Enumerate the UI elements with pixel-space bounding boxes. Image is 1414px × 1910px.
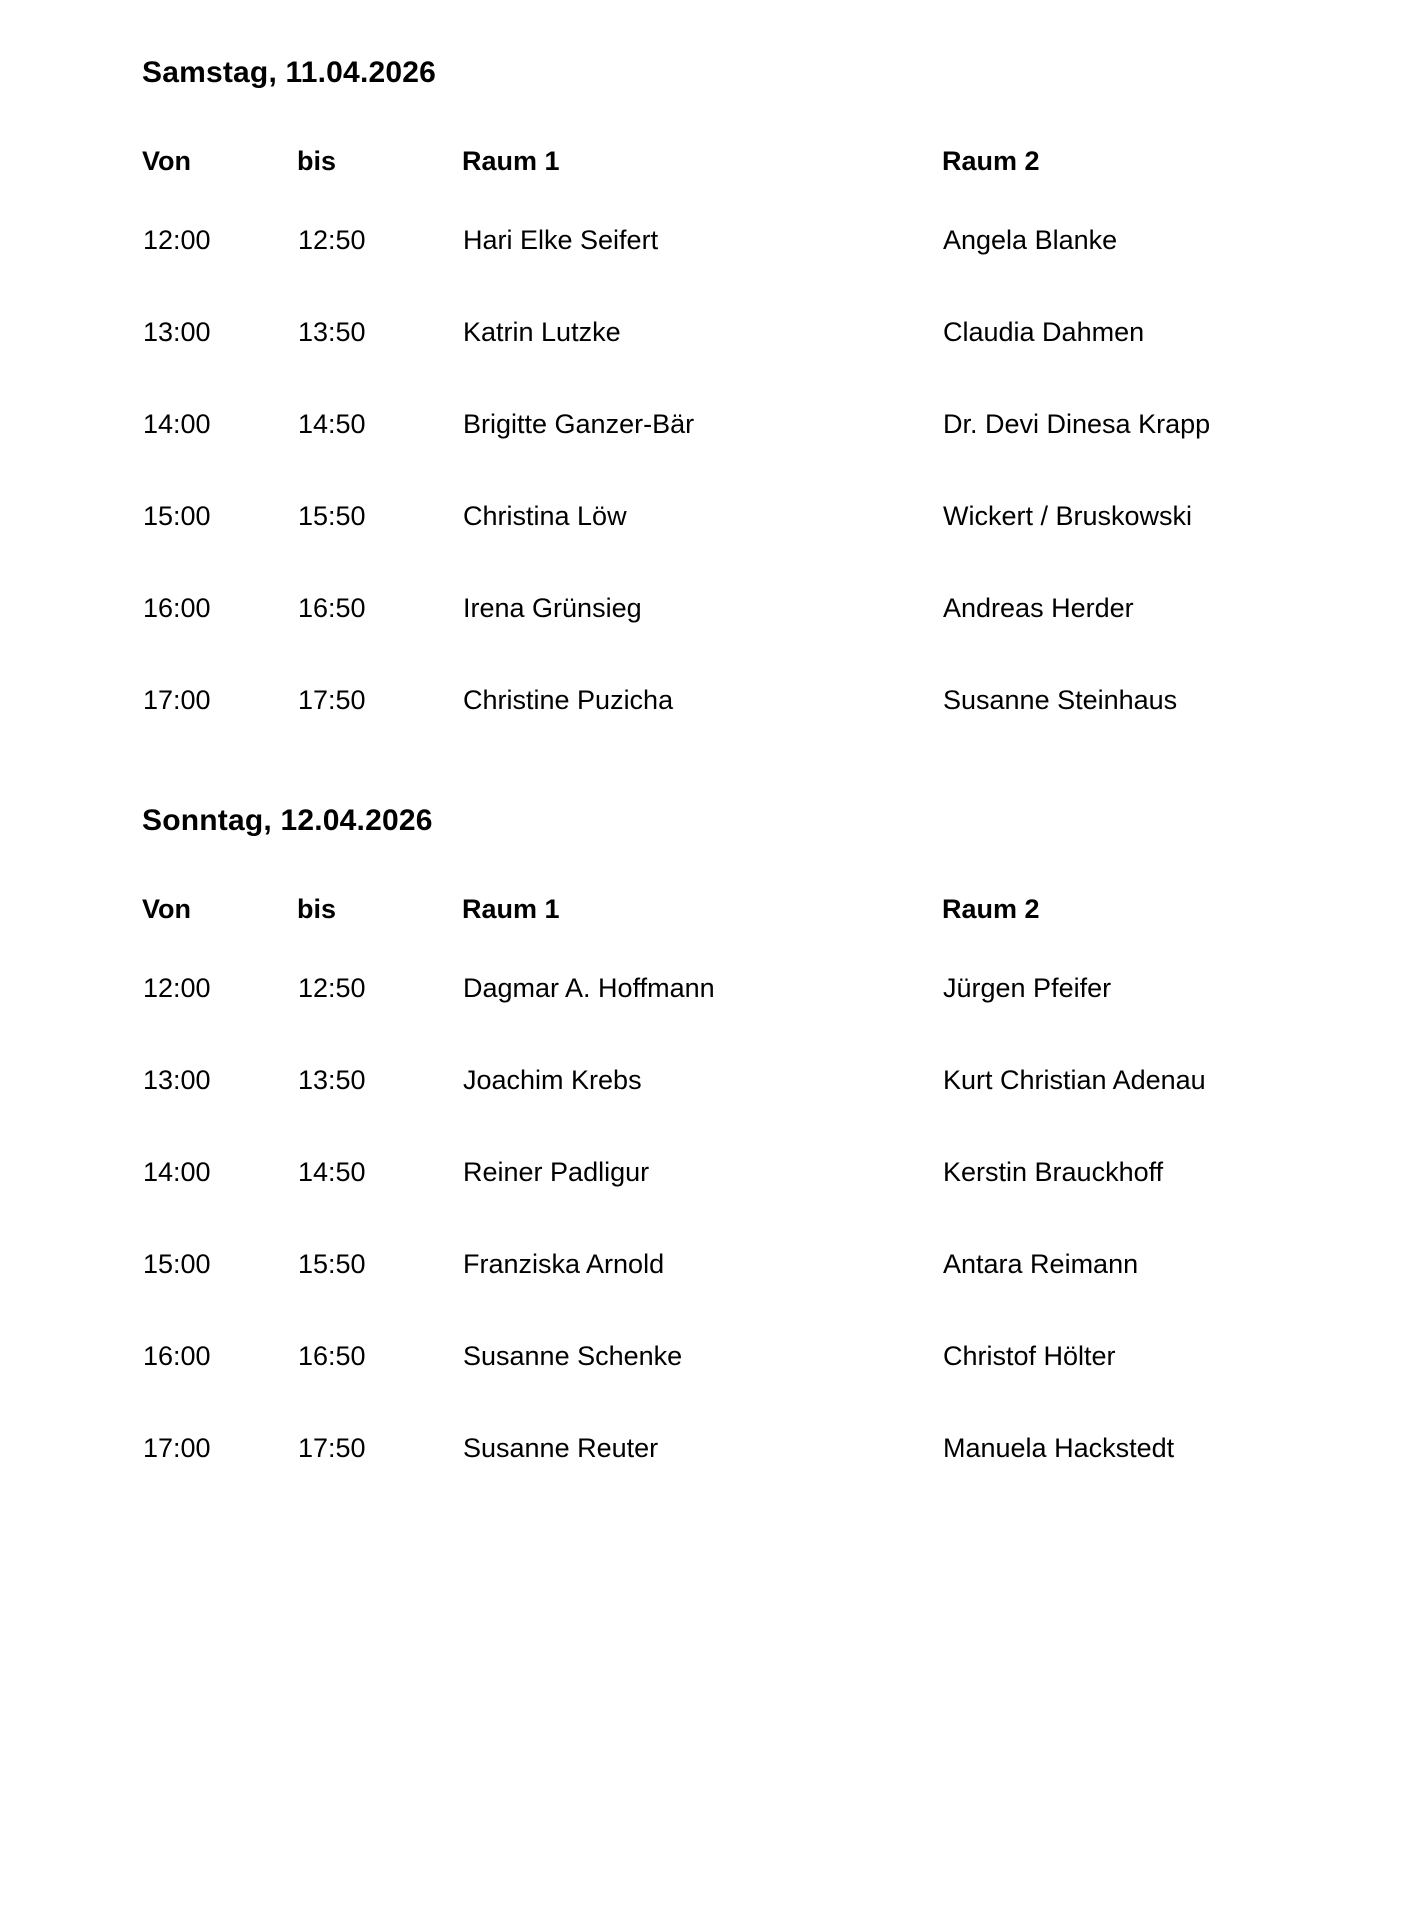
cell-bis: 13:50	[298, 1064, 366, 1095]
schedule-section-sunday	[0, 792, 1414, 1494]
table-row	[142, 378, 1402, 470]
cell-raum2: Christof Hölter	[943, 1340, 1116, 1371]
cell-raum2: Kerstin Brauckhoff	[943, 1156, 1164, 1187]
cell-von: 17:00	[143, 1432, 211, 1463]
table-row	[142, 1218, 1402, 1310]
cell-bis: 14:50	[298, 1156, 366, 1187]
table-row	[142, 1034, 1402, 1126]
cell-bis: 17:50	[298, 684, 366, 715]
table-row	[142, 1402, 1402, 1494]
cell-raum1: Brigitte Ganzer-Bär	[463, 408, 695, 439]
cell-raum1: Christina Löw	[463, 500, 627, 531]
cell-bis: 16:50	[298, 1340, 366, 1371]
cell-raum1: Irena Grünsieg	[463, 592, 642, 623]
day-title-saturday: Samstag, 11.04.2026	[142, 56, 437, 89]
column-header-raum2: Raum 2	[942, 145, 1040, 176]
cell-raum2: Kurt Christian Adenau	[943, 1064, 1206, 1095]
cell-raum2: Dr. Devi Dinesa Krapp	[943, 408, 1211, 439]
cell-raum2: Jürgen Pfeifer	[943, 972, 1112, 1003]
cell-von: 16:00	[143, 592, 211, 623]
table-row	[142, 1126, 1402, 1218]
cell-von: 14:00	[143, 408, 211, 439]
column-header-bis: bis	[297, 145, 337, 176]
table-row	[142, 1310, 1402, 1402]
cell-raum1: Dagmar A. Hoffmann	[463, 972, 715, 1003]
cell-raum1: Katrin Lutzke	[463, 316, 621, 347]
table-row	[142, 470, 1402, 562]
table-row	[142, 942, 1402, 1034]
cell-raum1: Reiner Padligur	[463, 1156, 650, 1187]
cell-raum2: Wickert / Bruskowski	[943, 500, 1193, 531]
day-title-sunday: Sonntag, 12.04.2026	[142, 804, 433, 837]
column-header-von: Von	[142, 893, 191, 924]
schedule-table-sunday	[142, 876, 1402, 1494]
cell-von: 15:00	[143, 500, 211, 531]
cell-raum2: Andreas Herder	[943, 592, 1134, 623]
cell-von: 15:00	[143, 1248, 211, 1279]
cell-von: 12:00	[143, 224, 211, 255]
cell-bis: 16:50	[298, 592, 366, 623]
cell-bis: 15:50	[298, 500, 366, 531]
cell-raum2: Susanne Steinhaus	[943, 684, 1178, 715]
table-row	[142, 286, 1402, 378]
schedule-table-saturday	[142, 128, 1402, 746]
schedule-section-saturday	[0, 44, 1414, 746]
cell-bis: 15:50	[298, 1248, 366, 1279]
cell-raum1: Joachim Krebs	[463, 1064, 642, 1095]
cell-raum1: Christine Puzicha	[463, 684, 674, 715]
cell-raum2: Antara Reimann	[943, 1248, 1139, 1279]
cell-von: 13:00	[143, 1064, 211, 1095]
table-row	[142, 562, 1402, 654]
cell-von: 16:00	[143, 1340, 211, 1371]
cell-raum2: Manuela Hackstedt	[943, 1432, 1175, 1463]
cell-raum1: Hari Elke Seifert	[463, 224, 659, 255]
cell-bis: 17:50	[298, 1432, 366, 1463]
column-header-raum2: Raum 2	[942, 893, 1040, 924]
cell-raum2: Claudia Dahmen	[943, 316, 1145, 347]
table-header-row	[142, 128, 1402, 194]
cell-von: 13:00	[143, 316, 211, 347]
cell-bis: 14:50	[298, 408, 366, 439]
cell-von: 12:00	[143, 972, 211, 1003]
cell-von: 14:00	[143, 1156, 211, 1187]
table-header-row	[142, 876, 1402, 942]
cell-bis: 12:50	[298, 224, 366, 255]
column-header-bis: bis	[297, 893, 337, 924]
column-header-raum1: Raum 1	[462, 893, 560, 924]
cell-bis: 13:50	[298, 316, 366, 347]
table-row	[142, 194, 1402, 286]
column-header-raum1: Raum 1	[462, 145, 560, 176]
cell-raum2: Angela Blanke	[943, 224, 1118, 255]
cell-bis: 12:50	[298, 972, 366, 1003]
table-row	[142, 654, 1402, 746]
cell-raum1: Susanne Reuter	[463, 1432, 659, 1463]
cell-von: 17:00	[143, 684, 211, 715]
column-header-von: Von	[142, 145, 191, 176]
cell-raum1: Susanne Schenke	[463, 1340, 683, 1371]
cell-raum1: Franziska Arnold	[463, 1248, 665, 1279]
